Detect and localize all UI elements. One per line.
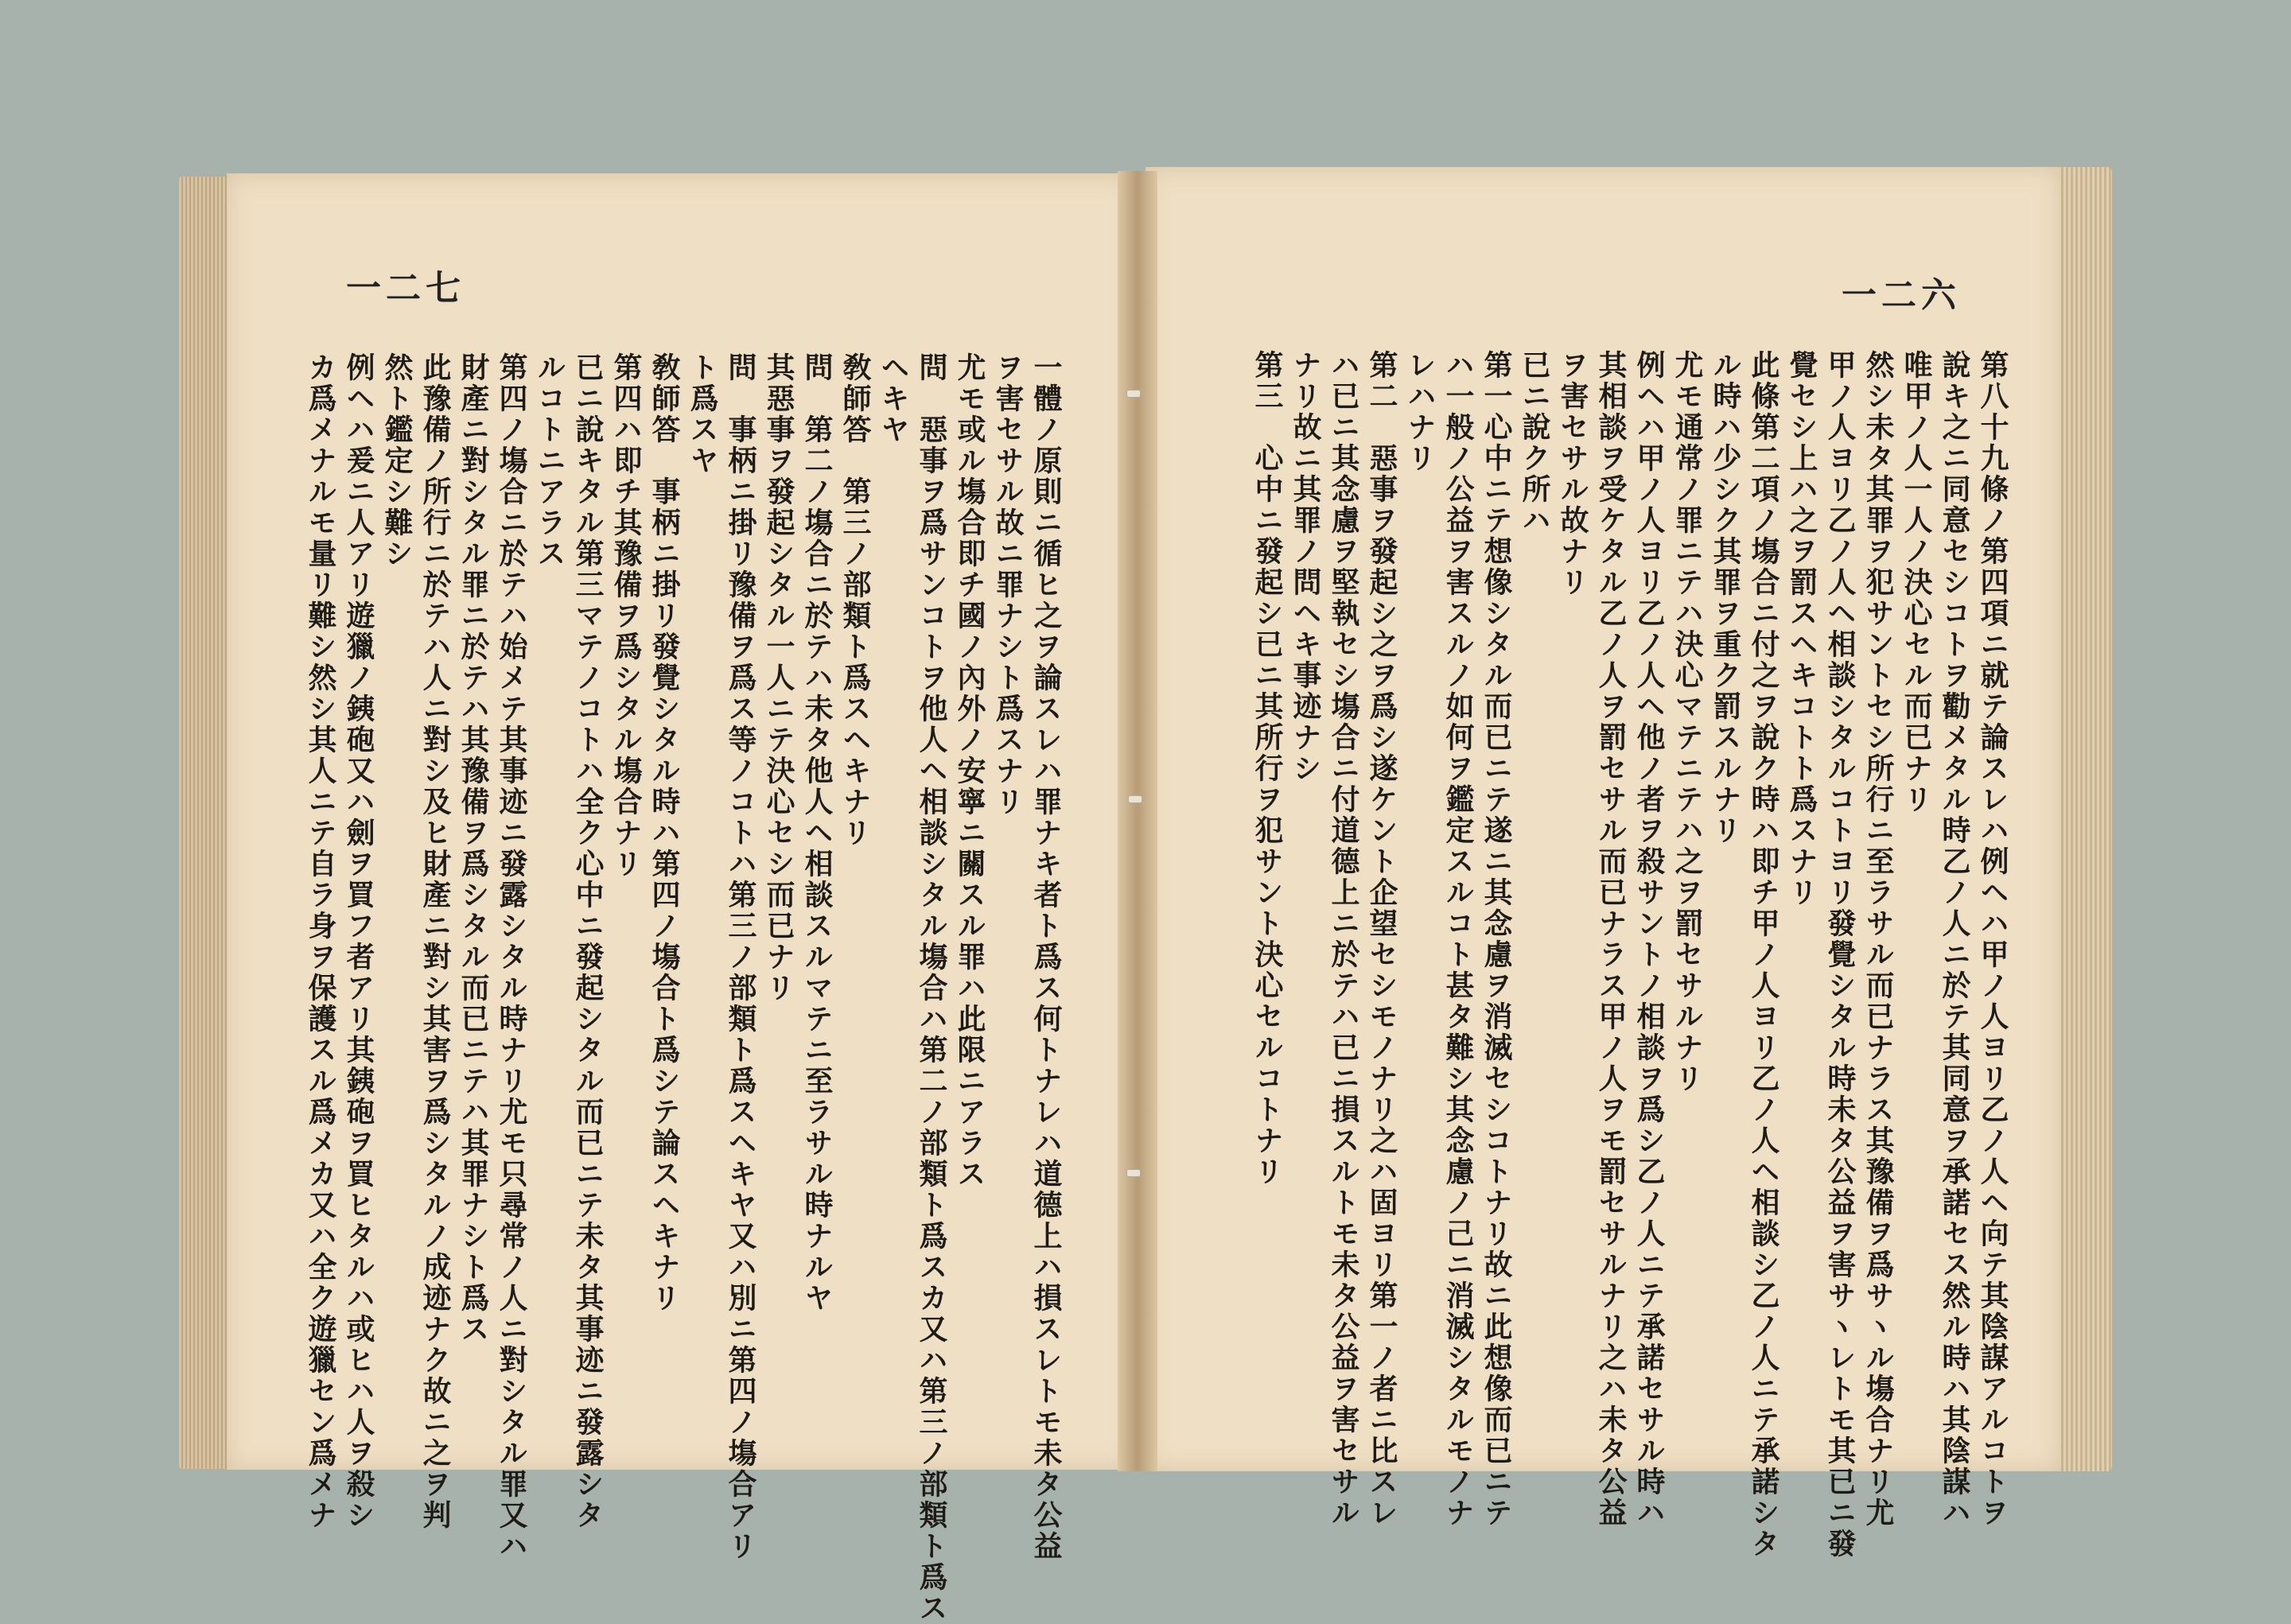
text-column: ハ已ニ其念慮ヲ堅執セシ塲合ニ付道德上ニ於テハ已ニ損スルトモ未タ公益ヲ害セサル — [1327, 350, 1360, 1529]
text-column: カ爲メナルモ量リ難シ然シ其人ニテ自ラ身ヲ保護スル爲メカ又ハ全ク遊獵セン爲メナ — [304, 352, 337, 1531]
text-column: 此豫備ノ所行ニ於テハ人ニ對シ及ヒ財產ニ對シ其害ヲ爲シタルノ成迹ナク故ニ之ヲ判 — [418, 352, 452, 1531]
text-column: 例ヘハ爰ニ人アリ遊獵ノ銕砲又ハ劍ヲ買フ者アリ其銕砲ヲ買ヒタルハ或ヒハ人ヲ殺シ — [342, 352, 375, 1531]
text-column: 其相談ヲ受ケタル乙ノ人ヲ罰セサル而已ナラス甲ノ人ヲモ罰セサルナリ之ハ未タ公益 — [1594, 350, 1628, 1529]
text-column: 第八十九條ノ第四項ニ就テ論スレハ例ヘハ甲ノ人ヨリ乙ノ人ヘ向テ其陰謀アルコトヲ — [1976, 350, 2009, 1529]
text-column: 財產ニ對シタル罪ニ於テハ其豫備ヲ爲シタル而已ニテハ其罪ナシト爲ス — [457, 352, 490, 1345]
text-column: 其惡事ヲ發起シタル一人ニテ決心セシ而已ナリ — [762, 352, 795, 1004]
text-column: 已ニ說キタル第三マテノコトハ全ク心中ニ發起シタル而已ニテ未タ其事迹ニ發露シタ — [571, 352, 605, 1531]
text-column: 已ニ說ク所ハ — [1518, 350, 1551, 536]
text-column: 例ヘハ甲ノ人ヨリ乙ノ人ヘ他ノ者ヲ殺サントノ相談ヲ爲シ乙ノ人ニテ承諾セサル時ハ — [1632, 350, 1666, 1529]
text-column: 唯甲ノ人一人ノ決心セル而已ナリ — [1900, 350, 1933, 815]
text-column: 然ト鑑定シ難シ — [380, 352, 414, 569]
text-column: ト爲スヤ — [686, 352, 719, 476]
text-column: 此條第二項ノ塲合ニ付之ヲ說ク時ハ即チ甲ノ人ヨリ乙ノ人ヘ相談シ乙ノ人ニテ承諾シタ — [1747, 350, 1780, 1560]
text-column: 問 惡事ヲ爲サンコトヲ他人ヘ相談シタル塲合ハ第二ノ部類ト爲スカ又ハ第三ノ部類ト爲ス — [915, 352, 948, 1624]
binding-stitch — [1126, 1169, 1141, 1177]
text-column: 甲ノ人ヨリ乙ノ人ヘ相談シタルコトヨリ發覺シタル時未タ公益ヲ害サヽレトモ其已ニ發 — [1823, 350, 1857, 1560]
text-column: ヘキヤ — [877, 352, 910, 445]
text-column: 第二 惡事ヲ發起シ之ヲ爲シ遂ケント企望セシモノナリ之ハ固ヨリ第一ノ者ニ比スレ — [1365, 350, 1398, 1529]
right-page-edges — [2056, 167, 2112, 1471]
text-column: ヲ害セサル故ニ罪ナシト爲スナリ — [991, 352, 1025, 818]
text-column: 敎師答 事柄ニ掛リ發覺シタル時ハ第四ノ塲合ト爲シテ論スヘキナリ — [648, 352, 681, 1314]
text-column: 覺セシ上ハ之ヲ罰スヘキコトト爲スナリ — [1785, 350, 1818, 908]
text-column: 第四ノ塲合ニ於テハ始メテ其事迹ニ發露シタル時ナリ尤モ只尋常ノ人ニ對シタル罪又ハ — [495, 352, 528, 1562]
text-column: 一體ノ原則ニ循ヒ之ヲ論スレハ罪ナキ者ト爲ス何トナレハ道德上ハ損スレトモ未タ公益 — [1029, 352, 1063, 1562]
text-column: 問 事柄ニ掛リ豫備ヲ爲ス等ノコトハ第三ノ部類ト爲スヘキヤ又ハ別ニ第四ノ塲合アリ — [724, 352, 757, 1562]
text-column: 尤モ或ル塲合即チ國ノ內外ノ安寧ニ關スル罪ハ此限ニアラス — [953, 352, 986, 1190]
text-column: レハナリ — [1403, 350, 1437, 474]
text-column: 第三 心中ニ發起シ已ニ其所行ヲ犯サント決心セルコトナリ — [1251, 350, 1284, 1187]
binding-stitch — [1126, 390, 1141, 398]
text-column: 第四ハ即チ其豫備ヲ爲シタル塲合ナリ — [609, 352, 643, 880]
text-column: ルコトニアラス — [533, 352, 566, 569]
text-column: 說キ之ニ同意セシコトヲ勸メタル時乙ノ人ニ於テ其同意ヲ承諾セス然ル時ハ其陰謀ハ — [1938, 350, 1971, 1529]
text-column: 敎師答 第三ノ部類ト爲スヘキナリ — [838, 352, 872, 849]
book-gutter — [1118, 171, 1157, 1471]
text-column: ヲ害セサル故ナリ — [1556, 350, 1589, 598]
text-column: 尤モ通常ノ罪ニテハ決心マテニテハ之ヲ罰セサルナリ — [1671, 350, 1704, 1094]
left-page-edges — [179, 177, 227, 1469]
text-column: ハ一般ノ公益ヲ害スルノ如何ヲ鑑定スルコト甚タ難シ其念慮ノ己ニ消滅シタルモノナ — [1441, 350, 1475, 1529]
text-column: 問 第二ノ塲合ニ於テハ未タ他人ヘ相談スルマテニ至ラサル時ナルヤ — [800, 352, 834, 1314]
text-column: ナリ故ニ其罪ノ問ヘキ事迹ナシ — [1289, 350, 1322, 784]
text-column: 然シ未タ其罪ヲ犯サントセシ所行ニ至ラサル而已ナラス其豫備ヲ爲サヽル塲合ナリ尤 — [1861, 350, 1895, 1529]
binding-stitch — [1128, 795, 1142, 803]
left-page — [227, 173, 1134, 1624]
text-column: ル時ハ少シク其罪ヲ重ク罰スルナリ — [1709, 350, 1742, 846]
right-page-number: 一二六 — [1842, 275, 1961, 316]
text-column: 第一心中ニテ想像シタル而已ニテ遂ニ其念慮ヲ消滅セシコトナリ故ニ此想像而已ニテ — [1480, 350, 1513, 1529]
left-page-number: 一二七 — [346, 268, 465, 309]
right-page — [1146, 167, 2060, 1560]
